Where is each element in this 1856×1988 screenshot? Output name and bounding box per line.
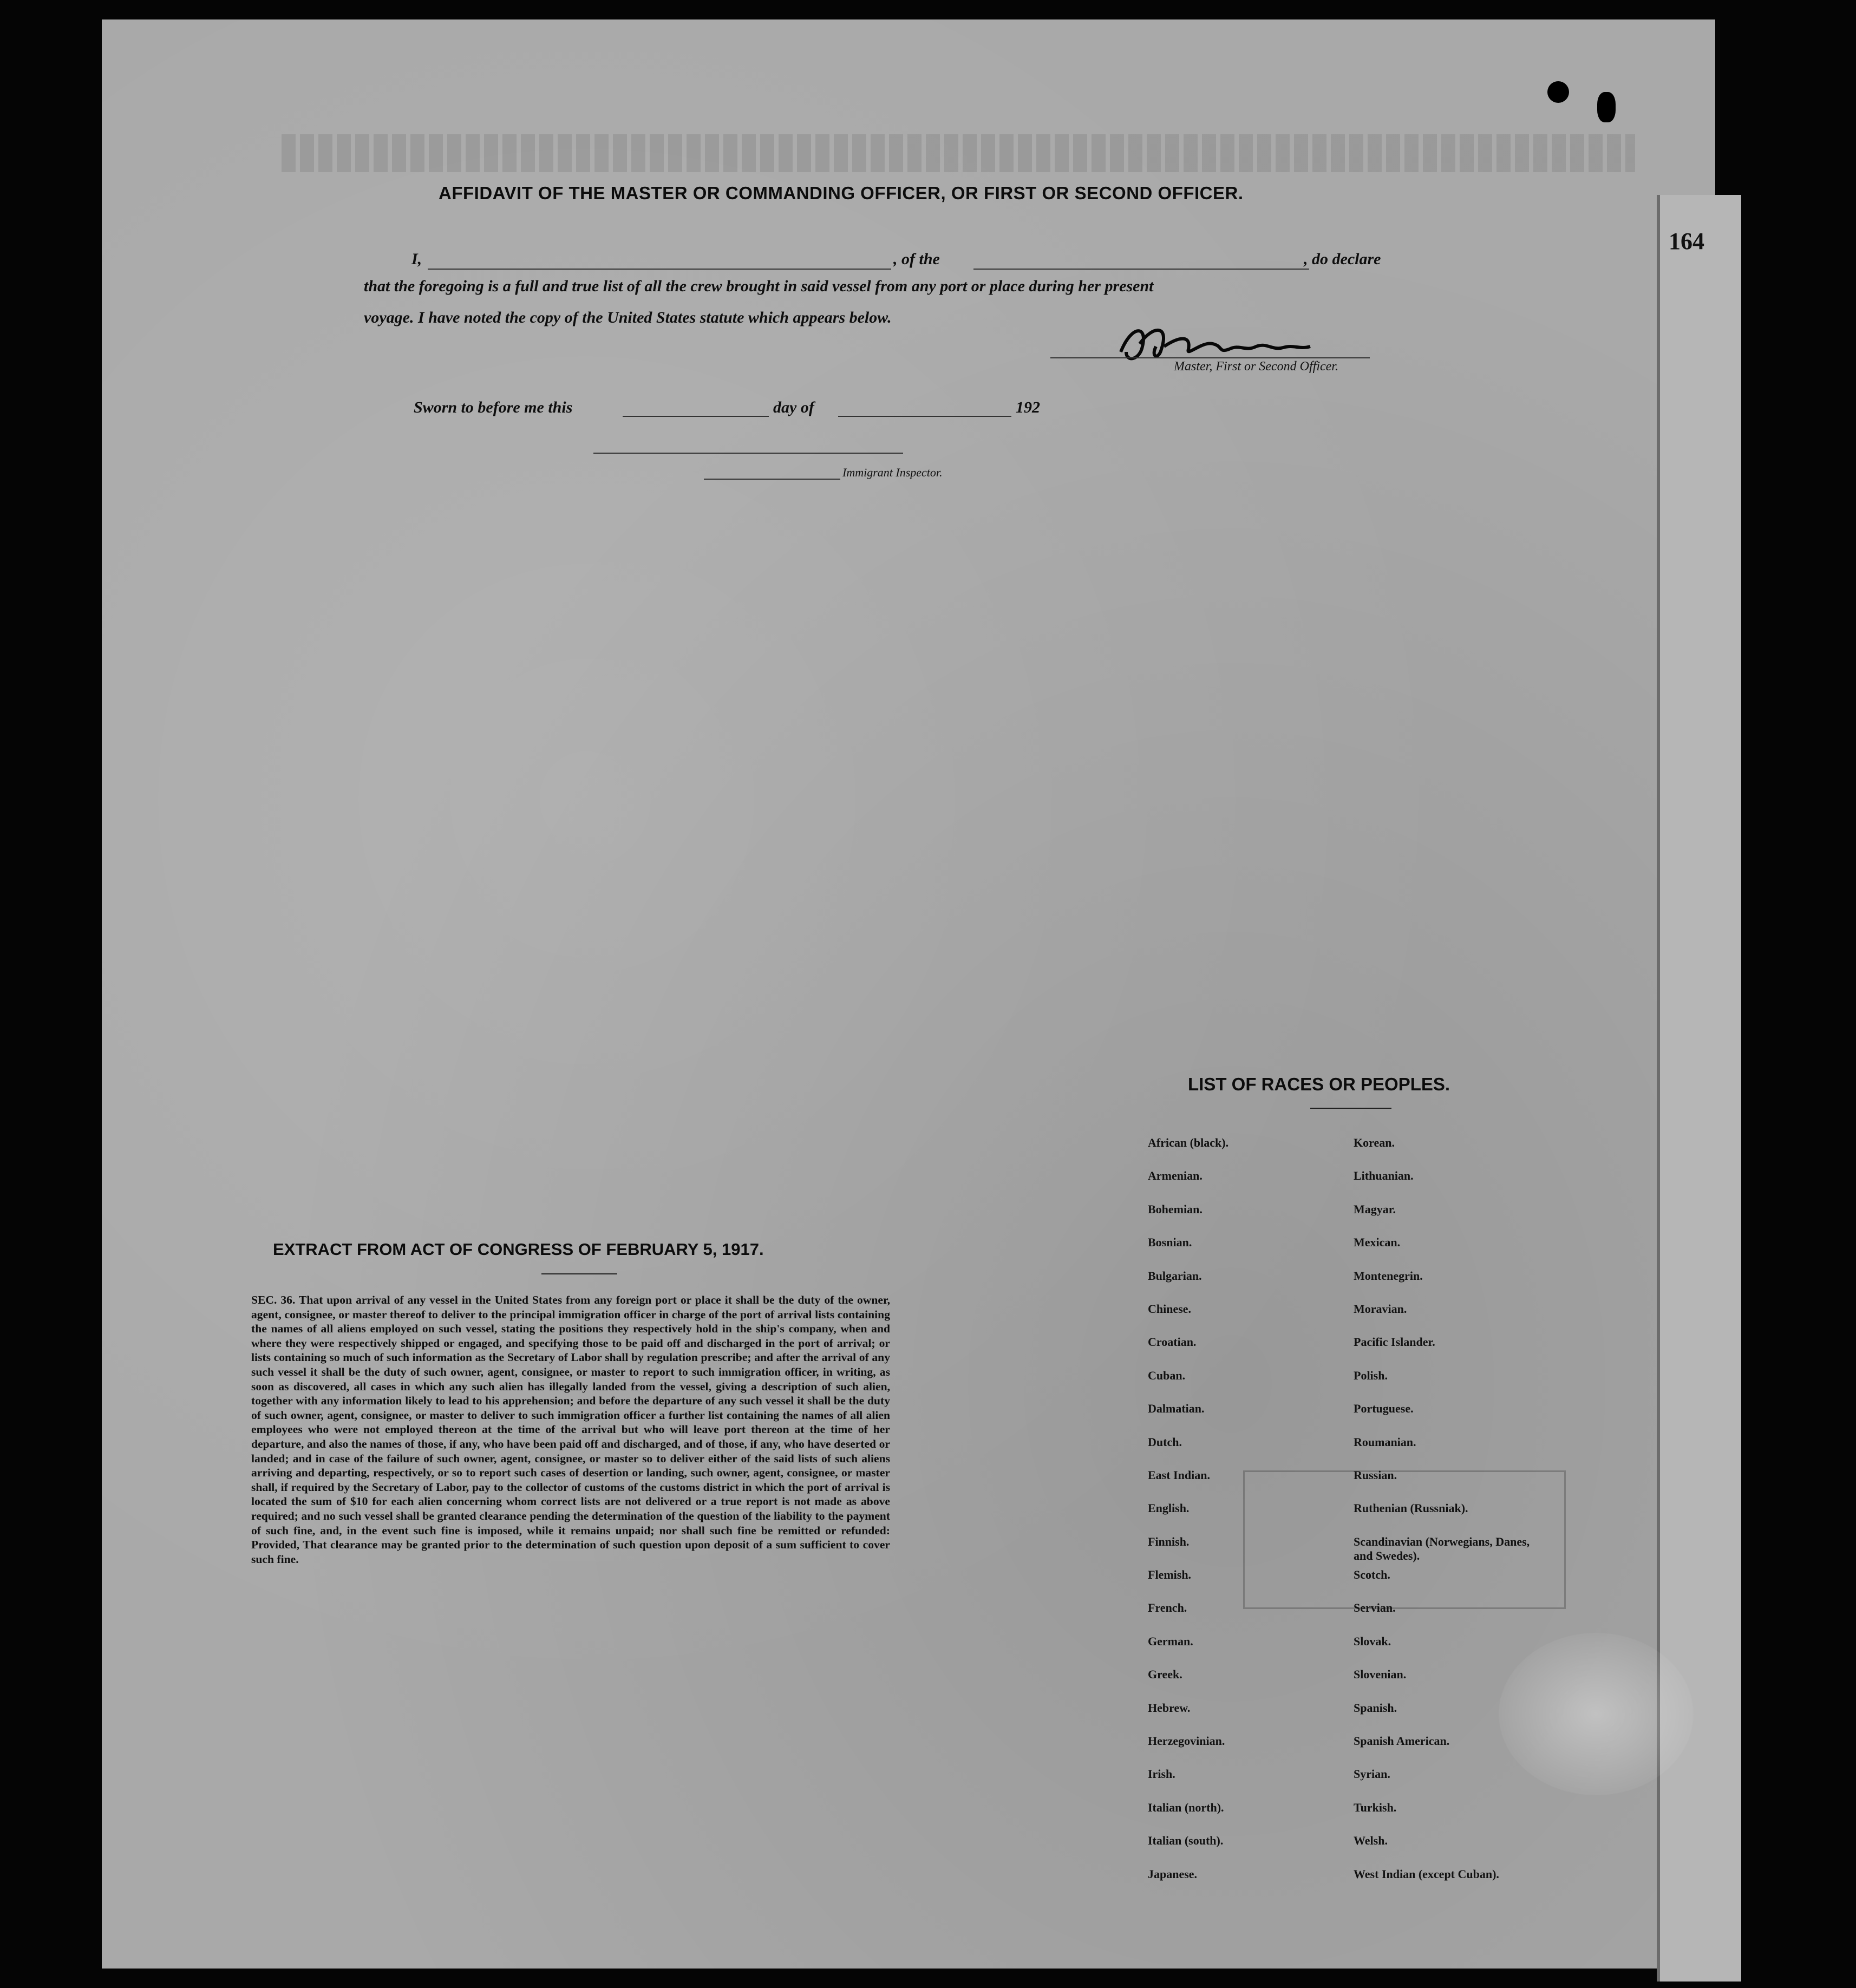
signer-label: Master, First or Second Officer. (1174, 359, 1338, 374)
race-item: Servian. (1354, 1601, 1396, 1615)
race-item: Montenegrin. (1354, 1268, 1423, 1283)
race-item: Herzegovinian. (1148, 1734, 1225, 1748)
race-item: Ruthenian (Russniak). (1354, 1501, 1468, 1515)
race-item: Italian (south). (1148, 1834, 1224, 1848)
race-item: Spanish. (1354, 1701, 1397, 1715)
race-item: Bohemian. (1148, 1202, 1203, 1216)
races-title-rule (1310, 1108, 1391, 1109)
punch-hole (1547, 81, 1569, 103)
race-item: Hebrew. (1148, 1701, 1191, 1715)
vessel-blank (973, 269, 1309, 270)
race-item: French. (1148, 1601, 1187, 1615)
race-item: Korean. (1354, 1136, 1395, 1149)
race-item: Slovenian. (1354, 1667, 1407, 1682)
race-item: Chinese. (1148, 1302, 1192, 1316)
race-item: Irish. (1148, 1767, 1175, 1781)
race-item: Flemish. (1148, 1568, 1192, 1582)
race-item: Bosnian. (1148, 1235, 1192, 1250)
race-item: Moravian. (1354, 1302, 1407, 1316)
races-title: LIST OF RACES OR PEOPLES. (1188, 1074, 1450, 1094)
race-item: Dutch. (1148, 1435, 1182, 1449)
declare-do-declare: , do declare (1304, 250, 1381, 268)
sworn-month-blank (838, 416, 1011, 417)
name-blank (428, 269, 891, 270)
races-right-column (1354, 1136, 1570, 1900)
race-item: Russian. (1354, 1468, 1397, 1482)
race-item: West Indian (except Cuban). (1354, 1867, 1499, 1881)
race-item: Greek. (1148, 1667, 1182, 1682)
extract-body: SEC. 36. That upon arrival of any vessel in the United States from any foreign port or place it shall be the duty of the owner, agent, consignee, or master thereof to deliver to the principal immigration officer in charge of the port of arrival lists containing the names of all aliens employed on such vessel, stating the positions they respectively hold in the ship's company, when and where they were respectively shipped or engaged, and specifying those to be paid off and discharged in the port of arrival; or lists containing so much of such information as the Secretary of Labor shall by regulation prescribe; and after the arrival of any such vessel it shall be the duty of such owner, agent, consignee, or master to report to such immigration officer, in writing, as soon as discovered, all cases in which any such alien has illegally landed from the vessel, giving a description of such alien, together with any information likely to lead to his apprehension; and before the departure of any such vessel it shall be the duty of such owner, agent, consignee, or master to deliver to such immigration officer a further list containing the names of all alien employees who were not employed thereon at the time of the arrival but who will leave port thereon at the time of her departure, and also the names of those, if any, who have been paid off and discharged, and of those, if any, who have deserted or landed; and in case of the failure of such owner, agent, consignee, or master so to deliver either of the said lists of such aliens arriving and departing, respectively, or so to report such cases of desertion or landing, such owner, agent, consignee, or master shall, if required by the Secretary of Labor, pay to the collector of customs of the customs district in which the port of arrival is located the sum of $10 for each alien concerning whom correct lists are not delivered or a true report is not made as above required; and no such vessel shall be granted clearance pending the determination of the question of the liability to the payment of such fine, and, in the event such fine is imposed, while it remains unpaid; nor shall such fine be remitted or refunded: Provided, That clearance may be granted prior to the determination of such question upon deposit of a sum sufficient to cover such fine. (251, 1293, 890, 1566)
sworn-day-blank (623, 416, 769, 417)
extract-title: EXTRACT FROM ACT OF CONGRESS OF FEBRUARY 5, 1917. (273, 1240, 764, 1259)
declare-line-2: that the foregoing is a full and true list of all the crew brought in said vessel from any port or place during her present (364, 277, 1154, 295)
declare-of-the: , of the (893, 250, 940, 268)
race-item: Bulgarian. (1148, 1268, 1202, 1283)
race-item: Pacific Islander. (1354, 1335, 1435, 1349)
races-left-column (1148, 1136, 1343, 1900)
race-item: Portuguese. (1354, 1402, 1414, 1416)
inspector-label: Immigrant Inspector. (842, 466, 943, 479)
inspector-signature-line (704, 479, 840, 480)
race-item: Dalmatian. (1148, 1402, 1205, 1416)
signature-line (1050, 357, 1370, 358)
declare-i: I, (411, 250, 422, 268)
race-item: Roumanian. (1354, 1435, 1416, 1449)
inspector-rule (593, 453, 903, 454)
page-number: 164 (1669, 228, 1704, 254)
race-item: Armenian. (1148, 1169, 1203, 1183)
race-item: German. (1148, 1634, 1193, 1648)
race-item: English. (1148, 1501, 1190, 1515)
race-item: Finnish. (1148, 1534, 1190, 1548)
sworn-day-of: day of (773, 398, 814, 416)
race-item: Syrian. (1354, 1767, 1390, 1781)
race-item: Lithuanian. (1354, 1169, 1414, 1183)
race-item: Slovak. (1354, 1634, 1391, 1648)
race-item: Polish. (1354, 1368, 1388, 1382)
punch-hole (1597, 92, 1616, 122)
sworn-prefix: Sworn to before me this (414, 398, 573, 416)
race-item: Magyar. (1354, 1202, 1396, 1216)
race-item: Cuban. (1148, 1368, 1186, 1382)
bleed-through-header (282, 134, 1635, 172)
race-item: East Indian. (1148, 1468, 1210, 1482)
race-item: Spanish American. (1354, 1734, 1450, 1748)
declare-line-3: voyage. I have noted the copy of the United States statute which appears below. (364, 309, 892, 326)
extract-title-rule (541, 1273, 617, 1274)
sworn-year: 192 (1016, 398, 1040, 416)
race-item: Mexican. (1354, 1235, 1401, 1250)
race-item: Welsh. (1354, 1834, 1388, 1848)
affidavit-title: AFFIDAVIT OF THE MASTER OR COMMANDING OFFICER, OR FIRST OR SECOND OFFICER. (439, 183, 1244, 203)
race-item: Scotch. (1354, 1568, 1390, 1582)
race-item: Turkish. (1354, 1800, 1397, 1814)
race-item: Japanese. (1148, 1867, 1198, 1881)
race-item: Italian (north). (1148, 1800, 1224, 1814)
race-item: Scandinavian (Norwegians, Danes, and Swedes). (1354, 1534, 1530, 1562)
race-item: African (black). (1148, 1136, 1229, 1149)
race-item: Croatian. (1148, 1335, 1197, 1349)
